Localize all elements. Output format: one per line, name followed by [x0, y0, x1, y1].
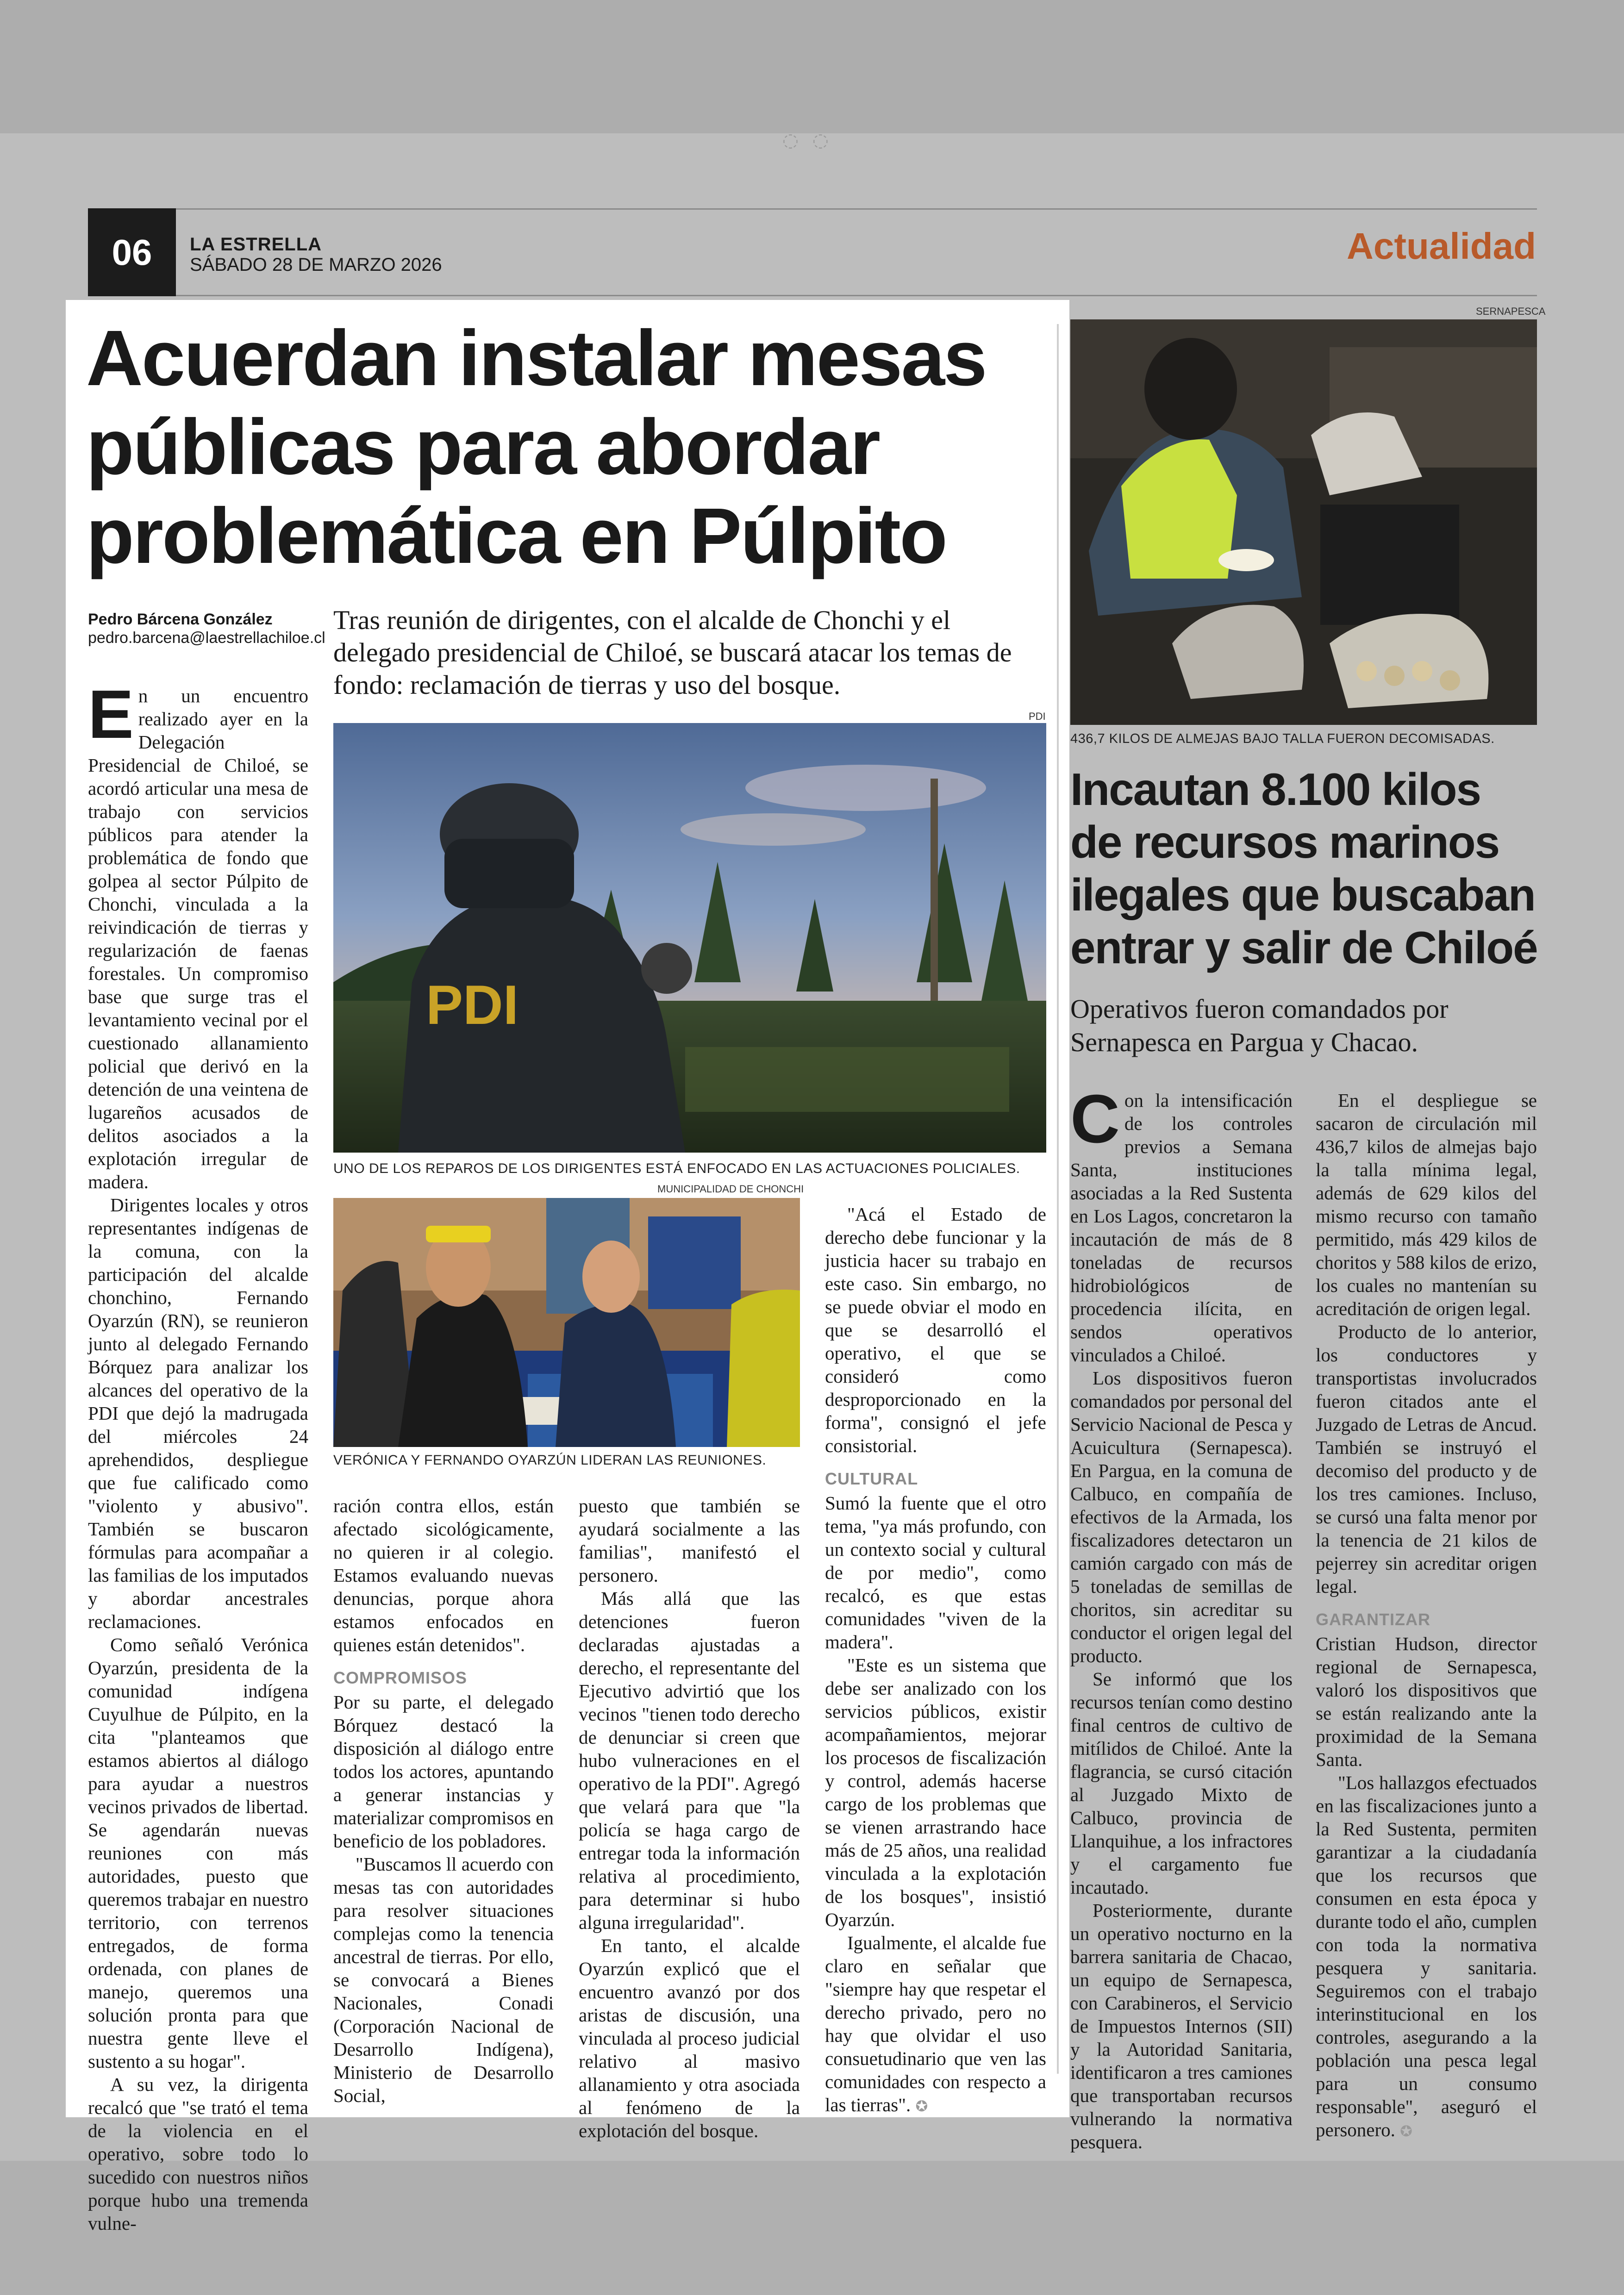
side-col2-text: "Los hallazgos efectuados en las fiscalizaciones junto a la Red Sustenta, permiten garantizar a la ciudadanía que los recursos que consumen en esta época y durante todo el año, cumplen con toda la normativa pesquera y sanitaria. Seguiremos con el trabajo interinstitucional en los controles, asegurando a la población una pesca legal para un consumo responsable", aseguró el personero. [1316, 1772, 1537, 2140]
lead-col1-paragraph: Como señaló Verónica Oyarzún, presidenta de la comunidad indígena Cuyulhue de Púlpito, en la cita "planteamos que estamos abiertos al diálogo para ayudar a nuestros vecinos privados de libertad. Se agendarán nuevas reuniones con más autoridades, puesto que queremos trabajar en nuestro territorio, con terrenos entregados, de forma ordenada, con planes de manejo, queremos una solución pronta para que nuestra gente lleve el sustento a su hogar". [88, 1634, 308, 2072]
end-mark-icon: ✪ [915, 2097, 928, 2115]
publication-date: SÁBADO 28 DE MARZO 2026 [190, 255, 442, 275]
lead-column-1 [88, 676, 308, 2235]
side-col1-text: on la intensificación de los controles previos a Semana Santa, instituciones asociadas a la Red Sustenta en Los Lagos, concretaron la incautación de más de 8 toneladas de recursos hidrobiológicos de procedencia ilícita, en sendos operativos vinculados a Chiloé. [1070, 1090, 1293, 1366]
lead-headline: Acuerdan instalar mesas públicas para abordar problemática en Púlpito [86, 314, 986, 580]
lead-col4-paragraph [825, 1931, 1046, 2118]
side-column-2 [1316, 1089, 1537, 2143]
lead-col1-text: n un encuentro realizado ayer en la Delegación Presidencial de Chiloé, se acordó articular una mesa de trabajo con servicios públicos para atender la problemática de fondo que golpea al sector Púlpito de Chonchi, vinculada a la reivindicación de tierras y regularización de faenas forestales. Un compromiso base que surge tras el levantamiento vecinal por el cuestionado allanamiento policial que derivó en la detención de una veintena de lugareños acusados de delitos asociados a la explotación irregular de madera. [88, 685, 308, 1192]
lead-col1-paragraph: Dirigentes locales y otros representantes indígenas de la comuna, con la participación del alcalde chonchino, Fernando Oyarzún (RN), se reunieron junto al delegado Fernando Bórquez para analizar los alcances del operativo de la PDI que dejó la madrugada del miércoles 24 aprehendidos, despliegue que fue calificado como "violento y abusivo". También se buscaron fórmulas para acompañar a las familias de los imputados y abordar ancestrales reclamaciones. [88, 1194, 308, 1632]
lead-col4-paragraph: "Este es un sistema que debe ser analizado con los servicios públicos, existir acompañamientos, mejorar los procesos de fiscalización y control, además hacerse cargo de los problemas que se vienen arrastrando hace más de 25 años, una realidad vinculada a la explotación de los bosques", insistió Oyarzún. [825, 1654, 1046, 1930]
header-bottom-rule [88, 295, 1537, 296]
author-byline [88, 610, 325, 647]
subhead-garantizar: GARANTIZAR [1316, 1610, 1430, 1629]
side-col2-paragraph: Cristian Hudson, director regional de Sernapesca, valoró los dispositivos que se están realizando ante la proximidad de la Semana Santa. [1316, 1633, 1537, 1770]
photo2-credit: MUNICIPALIDAD DE CHONCHI [657, 1183, 804, 1195]
column-divider [1057, 324, 1059, 2074]
side-column-1 [1070, 1081, 1293, 2153]
lead-col2-paragraph: ración contra ellos, están afectado sicológicamente, no quieren ir al colegio. Estamos evaluando nuevas denuncias, porque ahora estamos enfocados en quienes están detenidos". [333, 1495, 554, 1655]
side-headline: Incautan 8.100 kilos de recursos marinos ilegales que buscaban entrar y salir de Chiloé [1070, 764, 1537, 973]
page-number: 06 [88, 208, 176, 296]
lead-col1-paragraph [88, 676, 308, 1193]
photo-meeting [333, 1198, 800, 1447]
author-email[interactable]: pedro.barcena@laestrellachiloe.cl [88, 629, 325, 647]
lead-col4-text: Igualmente, el alcalde fue claro en señalar que "siempre hay que respetar el derecho privado, pero no hay que olvidar el uso consuetudinario que ven las comunidades con respecto a las tierras". [825, 1932, 1046, 2115]
side-col1-paragraph: Los dispositivos fueron comandados por personal del Servicio Nacional de Pesca y Acuicultura (Sernapesca). En Pargua, en la comuna de Calbuco, en compañía de efectivos de la Armada, los fiscalizadores detectaron un camión cargado con más de 5 toneladas de semillas de choritos, sin acreditar su conductor el origen legal del producto. [1070, 1367, 1293, 1666]
lead-col4-paragraph: "Acá el Estado de derecho debe funcionar y la justicia hacer su trabajo en este caso. Sin embargo, no se puede obviar el modo en que se desarrolló el operativo, el que se consideró como desproporcionado en la forma", consignó el jefe consistorial. [825, 1204, 1046, 1456]
lead-col4-paragraph: Sumó la fuente que el otro tema, "ya más profundo, con un contexto social y cultural de por medio", como recalcó, es que estas comunidades "viven de la madera". [825, 1492, 1046, 1653]
header-top-rule [88, 208, 1537, 210]
publication-name: LA ESTRELLA [190, 234, 322, 255]
lead-column-4 [825, 1203, 1046, 2118]
lead-deck: Tras reunión de dirigentes, con el alcalde de Chonchi y el delegado presidencial de Chiloé, se buscará atacar los temas de fondo: reclamación de tierras y uso del bosque. [333, 605, 1012, 700]
lead-col3-paragraph: Más allá que las detenciones fueron declaradas ajustadas a derecho, el representante del Ejecutivo advirtió que los vecinos "tienen todo derecho de denunciar si creen que hubo vulneraciones en el operativo de la PDI". Agregó que velará para que "la policía se haga cargo de entregar toda la información relativa al procedimiento, para determinar si hubo alguna irregularidad". [579, 1588, 800, 1933]
lead-column-3 [579, 1494, 800, 2142]
page-dots-icon[interactable]: ◌◌ [782, 130, 843, 151]
photo2-caption: VERÓNICA Y FERNANDO OYARZÚN LIDERAN LAS REUNIONES. [333, 1453, 767, 1468]
viewer-top-band [0, 0, 1624, 133]
side-col2-paragraph [1316, 1771, 1537, 2143]
side-drop-cap: C [1070, 1081, 1120, 1157]
lead-col3-paragraph: puesto que también se ayudará socialmente a las familias", manifestó el personero. [579, 1495, 800, 1586]
pdi-vest-label: PDI [426, 974, 519, 1036]
section-title: Actualidad [1347, 225, 1536, 267]
side-col1-paragraph: Se informó que los recursos tenían como destino final centros de cultivo de mitílidos de Chiloé. Ante la flagrancia, se cursó citación al Juzgado Mixto de Calbuco, provincia de Llanquihue, a los infractores y el cargamento fue incautado. [1070, 1668, 1293, 1898]
drop-cap: E [88, 676, 134, 753]
masthead [190, 234, 442, 275]
lead-col1-paragraph: A su vez, la dirigenta recalcó que "se trató el tema de la violencia en el operativo, sobre todo lo sucedido con nuestros niños porque hubo una tremenda vulne- [88, 2074, 308, 2234]
photo-sernapesca-inspector [1070, 319, 1537, 725]
side-col1-paragraph: Posteriormente, durante un operativo nocturno en la barrera sanitaria de Chacao, un equipo de Sernapesca, con Carabineros, el Servicio de Impuestos Internos (SII) y la Autoridad Sanitaria, identificaron a tres camiones que transportaban recursos vulnerando la normativa pesquera. [1070, 1900, 1293, 2152]
photo1-caption: UNO DE LOS REPAROS DE LOS DIRIGENTES ESTÁ ENFOCADO EN LAS ACTUACIONES POLICIALES. [333, 1161, 1020, 1176]
photo-pdi-officer [333, 723, 1046, 1153]
side-photo-credit: SERNAPESCA [1476, 306, 1546, 317]
lead-col3-paragraph: En tanto, el alcalde Oyarzún explicó que el encuentro avanzó por dos aristas de discusión, una vinculada al proceso judicial relativo al masivo allanamiento y otra asociada al fenómeno de la explotación del bosque. [579, 1935, 800, 2141]
photo1-credit: PDI [1029, 711, 1046, 722]
subhead-compromisos: COMPROMISOS [333, 1668, 468, 1687]
side-end-mark-icon: ✪ [1400, 2122, 1412, 2140]
lead-col2-paragraph: Por su parte, el delegado Bórquez destacó la disposición al diálogo entre todos los actores, apuntando a generar instancias y materializar compromisos en beneficio de los pobladores. [333, 1691, 554, 1852]
side-col1-paragraph [1070, 1081, 1293, 1366]
side-col2-paragraph: Producto de lo anterior, los conductores y transportistas involucrados fueron citados ante el Juzgado de Letras de Ancud. También se instruyó el decomiso del producto y de los tres camiones. Incluso, se cursó una falta menor por la tenencia de 21 kilos de pejerrey sin acreditar origen legal. [1316, 1321, 1537, 1597]
lead-col2-paragraph: "Buscamos ll acuerdo con mesas tas con autoridades para resolver situaciones complejas como la tenencia ancestral de tierras. Por ello, se convocará a Bienes Nacionales, Conadi (Corporación Nacional de Desarrollo Indígena), Ministerio de Desarrollo Social, [333, 1853, 554, 2106]
side-col2-paragraph: En el despliegue se sacaron de circulación mil 436,7 kilos de almejas bajo la talla mínima legal, además de 629 kilos del mismo recurso con tamaño permitido, más 429 kilos de choritos y 588 kilos de erizo, los cuales no mantenían su acreditación de origen legal. [1316, 1090, 1537, 1319]
author-name: Pedro Bárcena González [88, 611, 273, 628]
lead-column-2 [333, 1494, 554, 2107]
subhead-cultural: CULTURAL [825, 1469, 918, 1488]
side-photo-caption: 436,7 KILOS DE ALMEJAS BAJO TALLA FUERON DECOMISADAS. [1070, 731, 1495, 746]
side-deck: Operativos fueron comandados por Sernapesca en Pargua y Chacao. [1070, 994, 1449, 1057]
